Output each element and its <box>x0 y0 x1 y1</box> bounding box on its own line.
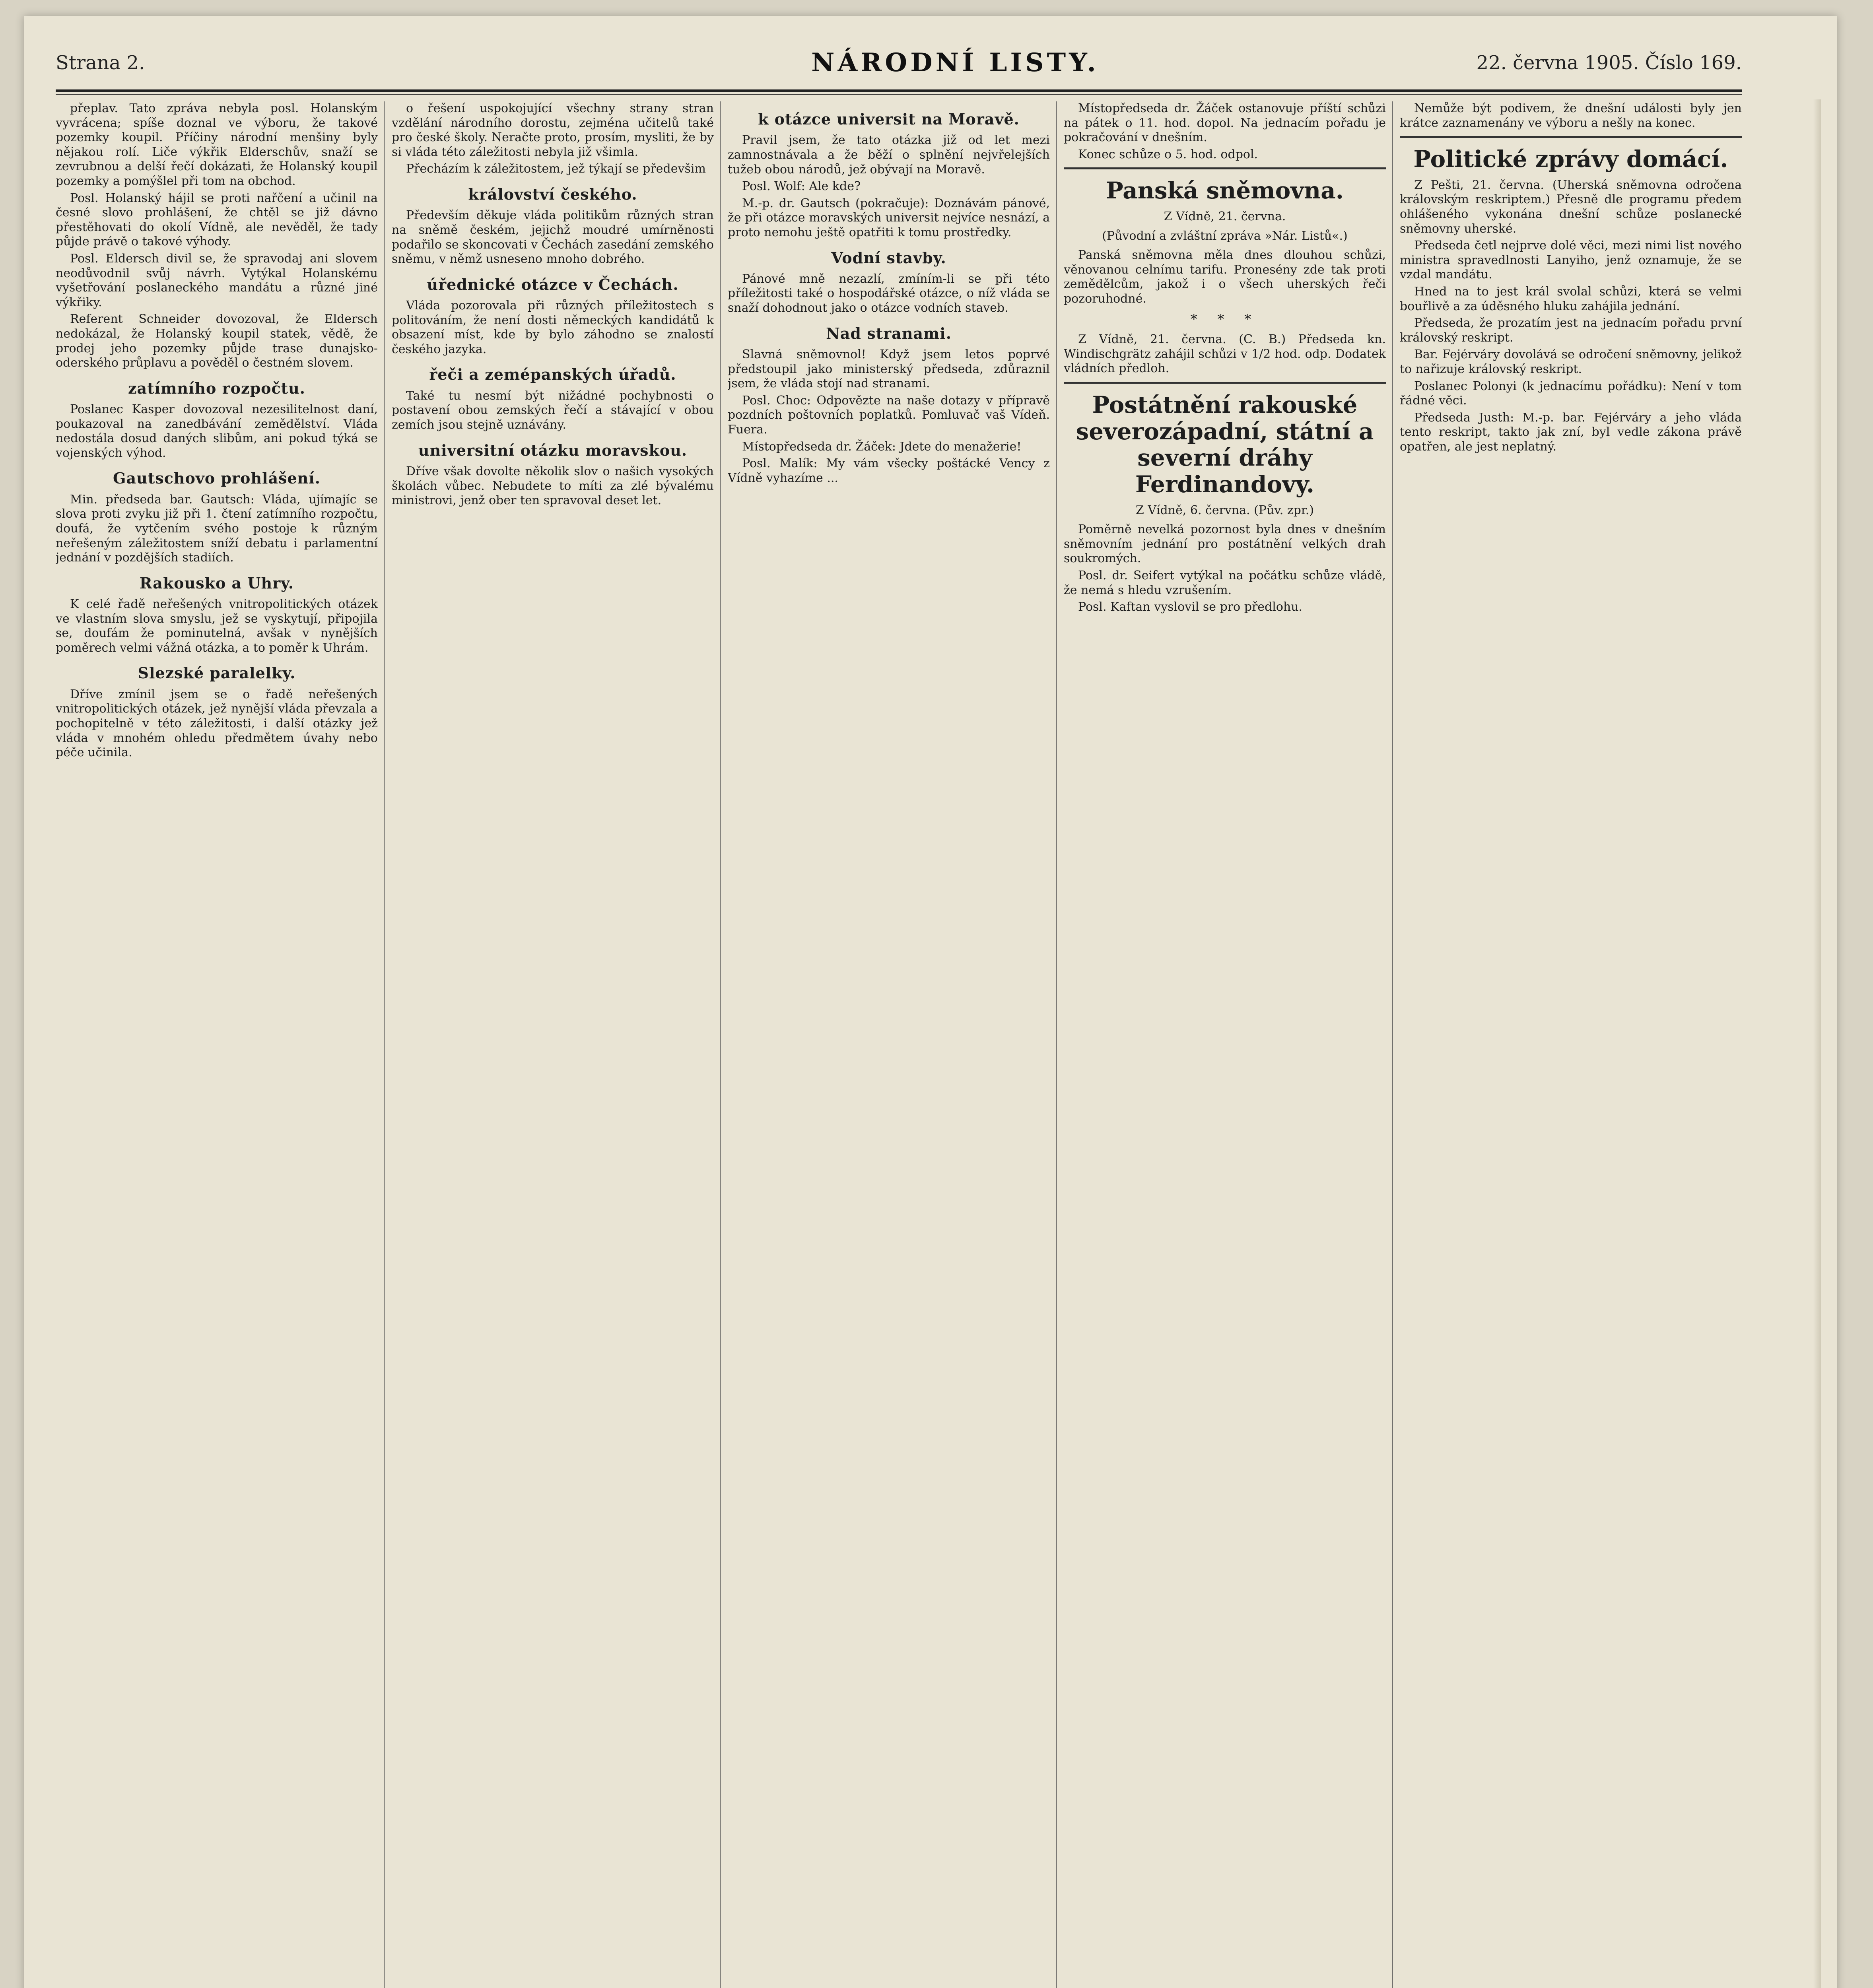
article-paragraph: Slavná sněmovnol! Když jsem letos poprvé předstoupil jako ministerský předseda, zdůraznil jsem, že vláda stojí nad stranami. <box>728 348 1050 391</box>
column-rule <box>1392 101 1393 1988</box>
column-2 <box>392 101 714 1988</box>
article-headline: Postátnění rakouské severozápadní, státní a severní dráhy Ferdinandovy. <box>1076 391 1374 498</box>
asterism: * * * <box>1190 311 1259 327</box>
column-rule <box>720 101 721 1988</box>
column-3 <box>728 101 1050 1988</box>
section-heading: universitní otázku moravskou. <box>418 441 688 459</box>
section-heading: k otázce universit na Moravě. <box>758 110 1020 128</box>
article-paragraph: Bar. Fejérváry dovolává se odročení sněmovny, jelikož to nařizuje královský reskript. <box>1400 348 1742 376</box>
article-paragraph: Vláda pozorovala při různých příležitostech s politováním, že není dosti německých kandidátů k obsazení míst, kde by bylo záhodno se znalostí českého jazyka. <box>392 299 714 356</box>
article-paragraph: Nemůže být podivem, že dnešní události byly jen krátce zaznamenány ve výboru a nešly na konec. <box>1400 101 1742 130</box>
section-heading: Rakousko a Uhry. <box>139 574 294 592</box>
column-5 <box>1400 101 1742 1988</box>
article-paragraph: M.-p. dr. Gautsch (pokračuje): Doznávám pánové, že při otázce moravských universit nejvíce nesnází, a proto nemohu ještě opatřiti k tomu prostředky. <box>728 196 1050 239</box>
article-paragraph: Posl. Malík: My vám všecky poštácké Vency z Vídně vyhazíme ... <box>728 456 1050 485</box>
article-paragraph: Především děkuje vláda politikům různých stran na sněmě českém, jejichž moudré umírněnosti podařilo se skoncovati v Čechách zasedání zemského sněmu, v němž usneseno mnoho dobrého. <box>392 208 714 266</box>
article-paragraph: Posl. Choc: Odpovězte na naše dotazy v přípravě pozdních poštovních poplatků. Pomluvač vaš Vídeň. Fuera. <box>728 393 1050 437</box>
article-headline: Politické zprávy domácí. <box>1413 146 1728 173</box>
section-heading: Gautschovo prohlášení. <box>113 469 321 487</box>
article-paragraph: Poměrně nevelká pozornost byla dnes v dnešním sněmovním jednání pro postátnění velkých drah soukromých. <box>1064 522 1386 566</box>
source-note: (Původní a zvláštní zpráva »Nár. Listů«.) <box>1102 229 1348 243</box>
section-heading: Vodní stavby. <box>831 248 946 267</box>
section-heading: Nad stranami. <box>826 324 952 342</box>
section-divider <box>1064 382 1386 384</box>
article-paragraph: Pravil jsem, že tato otázka již od let mezi zamnostnávala a že běží o splnění nejvřelejších tužeb obou národů, jež obývají na Moravě. <box>728 133 1050 177</box>
article-paragraph: Posl. Wolf: Ale kde? <box>742 179 861 194</box>
section-heading: řeči a zemépanských úřadů. <box>429 365 676 384</box>
dateline: Z Vídně, 21. června. <box>1164 210 1286 224</box>
page-number: Strana 2. <box>56 52 145 74</box>
section-heading: království českého. <box>468 185 637 203</box>
section-divider <box>1400 136 1742 138</box>
article-paragraph: Dříve zmínil jsem se o řadě neřešených vnitropolitických otázek, jež nynější vláda převzala a pochopitelně v této záležitosti, i další otázky jež vláda v mnohém ohledu předmětem úvahy nebo péče učinila. <box>56 687 378 760</box>
article-paragraph: Dříve však dovolte několik slov o našich vysokých školách vůbec. Nebudete to míti za zlé bývalému ministrovi, jenž ober ten spravoval deset let. <box>392 464 714 508</box>
masthead: NÁRODNÍ LISTY. <box>811 48 1099 78</box>
article-paragraph: Referent Schneider dovozoval, že Eldersch nedokázal, že Holanský koupil statek, vědě, že prodej jeho pozemky půjde trase dunajsko-oderského průplavu a pověděl o čestném slovem. <box>56 312 378 370</box>
article-paragraph: Pánové mně nezazlí, zmíním-li se při této příležitosti také o hospodářské otázce, o níž vláda se snaží dohodnout jako o otázce vodních staveb. <box>728 272 1050 315</box>
column-1 <box>56 101 378 1988</box>
article-paragraph: Posl. Holanský hájil se proti nařčení a učinil na česné slovo prohlášení, že chtěl se již dávno přestěhovati do okolí Vídně, ale nevěděl, že tady půjde právě o takové výhody. <box>56 191 378 249</box>
dateline: Z Vídně, 6. června. (Pův. zpr.) <box>1135 503 1314 517</box>
article-paragraph: Místopředseda dr. Žáček: Jdete do menažerie! <box>742 439 1022 454</box>
article-paragraph: Z Pešti, 21. června. (Uherská sněmovna odročena královským reskriptem.) Přesně dle programu předem ohlášeného vykonána dnešní schůze poslanecké sněmovny uherské. <box>1400 178 1742 236</box>
header-rule <box>56 89 1742 92</box>
article-paragraph: Místopředseda dr. Žáček ostanovuje příští schůzi na pátek o 11. hod. dopol. Na jednacím pořadu je pokračování v dnešním. <box>1064 101 1386 145</box>
section-heading: zatímního rozpočtu. <box>128 379 306 397</box>
date-issue: 22. června 1905. Číslo 169. <box>1476 52 1742 74</box>
article-paragraph: K celé řadě neřešených vnitropolitických otázek ve vlastním slova smyslu, jež se vyskytují, připojila se, doufám že pominutelná, avšak v nynějších poměrech velmi vážná otázka, a to poměr k Uhrám. <box>56 597 378 655</box>
article-paragraph: Předseda, že prozatím jest na jednacím pořadu první královský reskript. <box>1400 316 1742 345</box>
article-paragraph: Předseda Justh: M.-p. bar. Fejérváry a jeho vláda tento reskript, takto jak zní, byl vedle zákona právě opatřen, ale jest neplatný. <box>1400 410 1742 454</box>
article-paragraph: Posl. dr. Seifert vytýkal na počátku schůze vládě, že nemá s hledu vzrušením. <box>1064 569 1386 597</box>
header-rule-thin <box>56 94 1742 95</box>
section-divider <box>1064 167 1386 169</box>
article-paragraph: o řešení uspokojující všechny strany stran vzdělání národního dorostu, zejména učitelů také pro české školy. Neračte proto, prosím, mysliti, že by si vláda této záležitosti nebyla již všimla. <box>392 101 714 159</box>
article-paragraph: Min. předseda bar. Gautsch: Vláda, ujímajíc se slova proti zvyku již při 1. čtení zatímního rozpočtu, doufá, že vytčením svého postoje k různým neřešeným záležitostem sníží debatu i parlamentní jednání v pozdějších stadiích. <box>56 492 378 565</box>
article-paragraph: přeplav. Tato zpráva nebyla posl. Holanským vyvrácena; spíše doznal ve výboru, že takové pozemky koupil. Příčiny národní menšiny byly nějakou rolí. Liče výkřik Elderschův, snaží se zevrubnou a delší řečí dokázati, že Holanský koupil pozemky a pomýšlel při tom na obchod. <box>56 101 378 188</box>
article-paragraph: Poslanec Kasper dovozoval nezesilitelnost daní, poukazoval na zanedbávání zemědělství. Vláda nedostála dosud daných slibům, ani pokud týká se vojenských výhod. <box>56 402 378 460</box>
article-paragraph: Přecházím k záležitostem, jež týkají se předevšim <box>406 162 706 176</box>
article-paragraph: Posl. Kaftan vyslovil se pro předlohu. <box>1078 600 1303 614</box>
section-heading: Slezské paralelky. <box>138 664 296 682</box>
article-paragraph: Poslanec Polonyi (k jednacímu pořádku): Není v tom řádné věci. <box>1400 379 1742 408</box>
article-paragraph: Předseda četl nejprve dolé věci, mezi nimi list nového ministra spravedlnosti Lanyiho, jenž oznamuje, že se vzdal mandátu. <box>1400 239 1742 282</box>
section-heading: úřednické otázce v Čechách. <box>427 275 679 293</box>
article-paragraph: Také tu nesmí být nižádné pochybnosti o postavení obou zemských řečí a stávající v obou zemích jsou stejně uznávány. <box>392 388 714 432</box>
article-paragraph: Z Vídně, 21. června. (C. B.) Předseda kn. Windischgrätz zahájil schůzi v 1/2 hod. odp. Dodatek vládních předloh. <box>1064 332 1386 376</box>
column-4 <box>1064 101 1386 1988</box>
article-headline: Panská sněmovna. <box>1106 177 1344 204</box>
page-header <box>56 48 1742 83</box>
article-paragraph: Hned na to jest král svolal schůzi, která se velmi bouřlivě a za úděsného hluku zahájila jednání. <box>1400 285 1742 313</box>
article-paragraph: Panská sněmovna měla dnes dlouhou schůzi, věnovanou celnímu tarifu. Pronesény zde tak proti zemědělcům, jakož i o všech uherských řeči pozoruhodné. <box>1064 248 1386 306</box>
column-rule <box>384 101 385 1988</box>
article-paragraph: Posl. Eldersch divil se, že spravodaj ani slovem neodůvodnil svůj návrh. Vytýkal Holanskému vyšetřování poslaneckého mandátu a různé jiné výkřiky. <box>56 251 378 309</box>
article-paragraph: Konec schůze o 5. hod. odpol. <box>1078 147 1258 161</box>
page-edge-shadow <box>1813 99 1821 1988</box>
column-rule <box>1056 101 1057 1988</box>
